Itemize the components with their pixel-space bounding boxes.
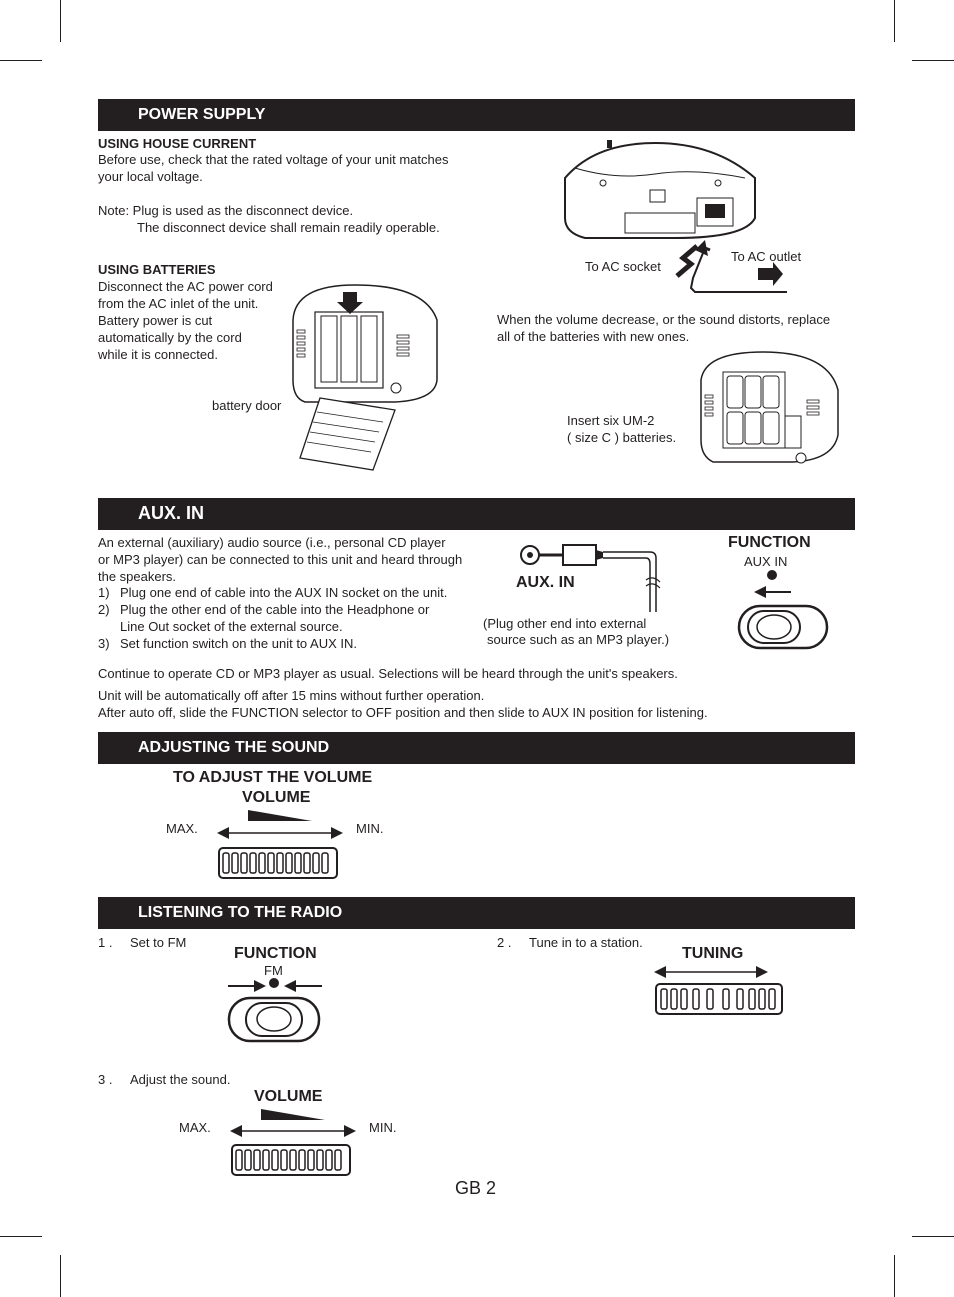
ac-outlet-label: To AC outlet bbox=[731, 249, 802, 264]
aux-step-text: Plug the other end of the cable into the Headphone or bbox=[120, 602, 430, 617]
volume-wheel-illustration bbox=[215, 806, 345, 881]
plug-note: source such as an MP3 player.) bbox=[487, 632, 670, 647]
continue-text: Continue to operate CD or MP3 player as usual. Selections will be heard through the unit's speakers. bbox=[98, 666, 678, 681]
aux-step-number: 2) bbox=[98, 602, 110, 617]
ac-socket-label: To AC socket bbox=[585, 259, 661, 274]
function-switch-aux-illustration bbox=[736, 568, 831, 653]
insert-batteries-text: Insert six UM-2 bbox=[567, 413, 655, 428]
plug-note: (Plug other end into external bbox=[483, 616, 647, 631]
batteries-text: from the AC inlet of the unit. bbox=[98, 296, 259, 311]
auto-off-text: Unit will be automatically off after 15 mins without further operation. bbox=[98, 688, 485, 703]
batteries-heading: USING BATTERIES bbox=[98, 262, 216, 277]
radio-step-number: 3 . bbox=[98, 1072, 113, 1087]
aux-intro-text: or MP3 player) can be connected to this unit and heard through bbox=[98, 552, 463, 567]
aux-step-text: Line Out socket of the external source. bbox=[120, 619, 343, 634]
aux-intro-text: An external (auxiliary) audio source (i.e., personal CD player bbox=[98, 535, 446, 550]
crop-mark bbox=[60, 0, 61, 42]
crop-mark bbox=[912, 60, 954, 61]
radio-step-number: 2 . bbox=[497, 935, 512, 950]
batteries-text: while it is connected. bbox=[98, 347, 218, 362]
aux-step-number: 1) bbox=[98, 585, 110, 600]
aux-in-socket-label: AUX. IN bbox=[516, 574, 575, 591]
volume-min-label: MIN. bbox=[369, 1120, 397, 1135]
adjusting-sound-header: ADJUSTING THE SOUND bbox=[98, 732, 855, 764]
note-text: The disconnect device shall remain readily operable. bbox=[137, 220, 440, 235]
battery-compartment-illustration bbox=[285, 280, 445, 470]
function-label: FUNCTION bbox=[234, 945, 317, 962]
radio-step-text: Tune in to a station. bbox=[529, 935, 643, 950]
radio-step-number: 1 . bbox=[98, 935, 113, 950]
function-fm-label: FM bbox=[264, 963, 283, 978]
function-label: FUNCTION bbox=[728, 534, 811, 551]
house-current-heading: USING HOUSE CURRENT bbox=[98, 136, 257, 151]
battery-insertion-illustration bbox=[693, 350, 843, 470]
adjust-volume-heading: TO ADJUST THE VOLUME bbox=[173, 769, 373, 786]
power-supply-header: POWER SUPPLY bbox=[98, 99, 855, 131]
tuning-label: TUNING bbox=[682, 945, 744, 962]
crop-mark bbox=[894, 0, 895, 42]
note-text: Note: Plug is used as the disconnect device. bbox=[98, 203, 354, 218]
aux-step-number: 3) bbox=[98, 636, 110, 651]
volume-label: VOLUME bbox=[242, 789, 311, 806]
batteries-text: automatically by the cord bbox=[98, 330, 242, 345]
aux-in-header: AUX. IN bbox=[98, 498, 855, 530]
batteries-text: Battery power is cut bbox=[98, 313, 213, 328]
replace-batteries-text: When the volume decrease, or the sound distorts, replace bbox=[497, 312, 831, 327]
crop-mark bbox=[894, 1255, 895, 1297]
crop-mark bbox=[0, 60, 42, 61]
aux-intro-text: the speakers. bbox=[98, 569, 177, 584]
function-position-label: AUX IN bbox=[744, 554, 788, 569]
listening-radio-header: LISTENING TO THE RADIO bbox=[98, 897, 855, 929]
volume-min-label: MIN. bbox=[356, 821, 384, 836]
battery-door-label: battery door bbox=[212, 398, 282, 413]
house-current-text: Before use, check that the rated voltage of your unit matches bbox=[98, 152, 449, 167]
radio-step-text: Set to FM bbox=[130, 935, 187, 950]
volume-max-label: MAX. bbox=[179, 1120, 211, 1135]
function-switch-fm-illustration bbox=[226, 976, 326, 1046]
tuning-wheel-illustration bbox=[652, 964, 787, 1019]
auto-off-text: After auto off, slide the FUNCTION selector to OFF position and then slide to AUX IN position for listening. bbox=[98, 705, 708, 720]
crop-mark bbox=[60, 1255, 61, 1297]
volume-wheel-illustration bbox=[228, 1105, 358, 1180]
volume-max-label: MAX. bbox=[166, 821, 198, 836]
house-current-text: your local voltage. bbox=[98, 169, 203, 184]
insert-batteries-text: ( size C ) batteries. bbox=[567, 430, 677, 445]
batteries-text: Disconnect the AC power cord bbox=[98, 279, 273, 294]
aux-step-text: Set function switch on the unit to AUX IN. bbox=[120, 636, 358, 651]
crop-mark bbox=[0, 1236, 42, 1237]
volume-label: VOLUME bbox=[254, 1088, 323, 1105]
replace-batteries-text: all of the batteries with new ones. bbox=[497, 329, 690, 344]
radio-step-text: Adjust the sound. bbox=[130, 1072, 231, 1087]
aux-step-text: Plug one end of cable into the AUX IN socket on the unit. bbox=[120, 585, 448, 600]
crop-mark bbox=[912, 1236, 954, 1237]
page-number: GB 2 bbox=[455, 1178, 497, 1198]
